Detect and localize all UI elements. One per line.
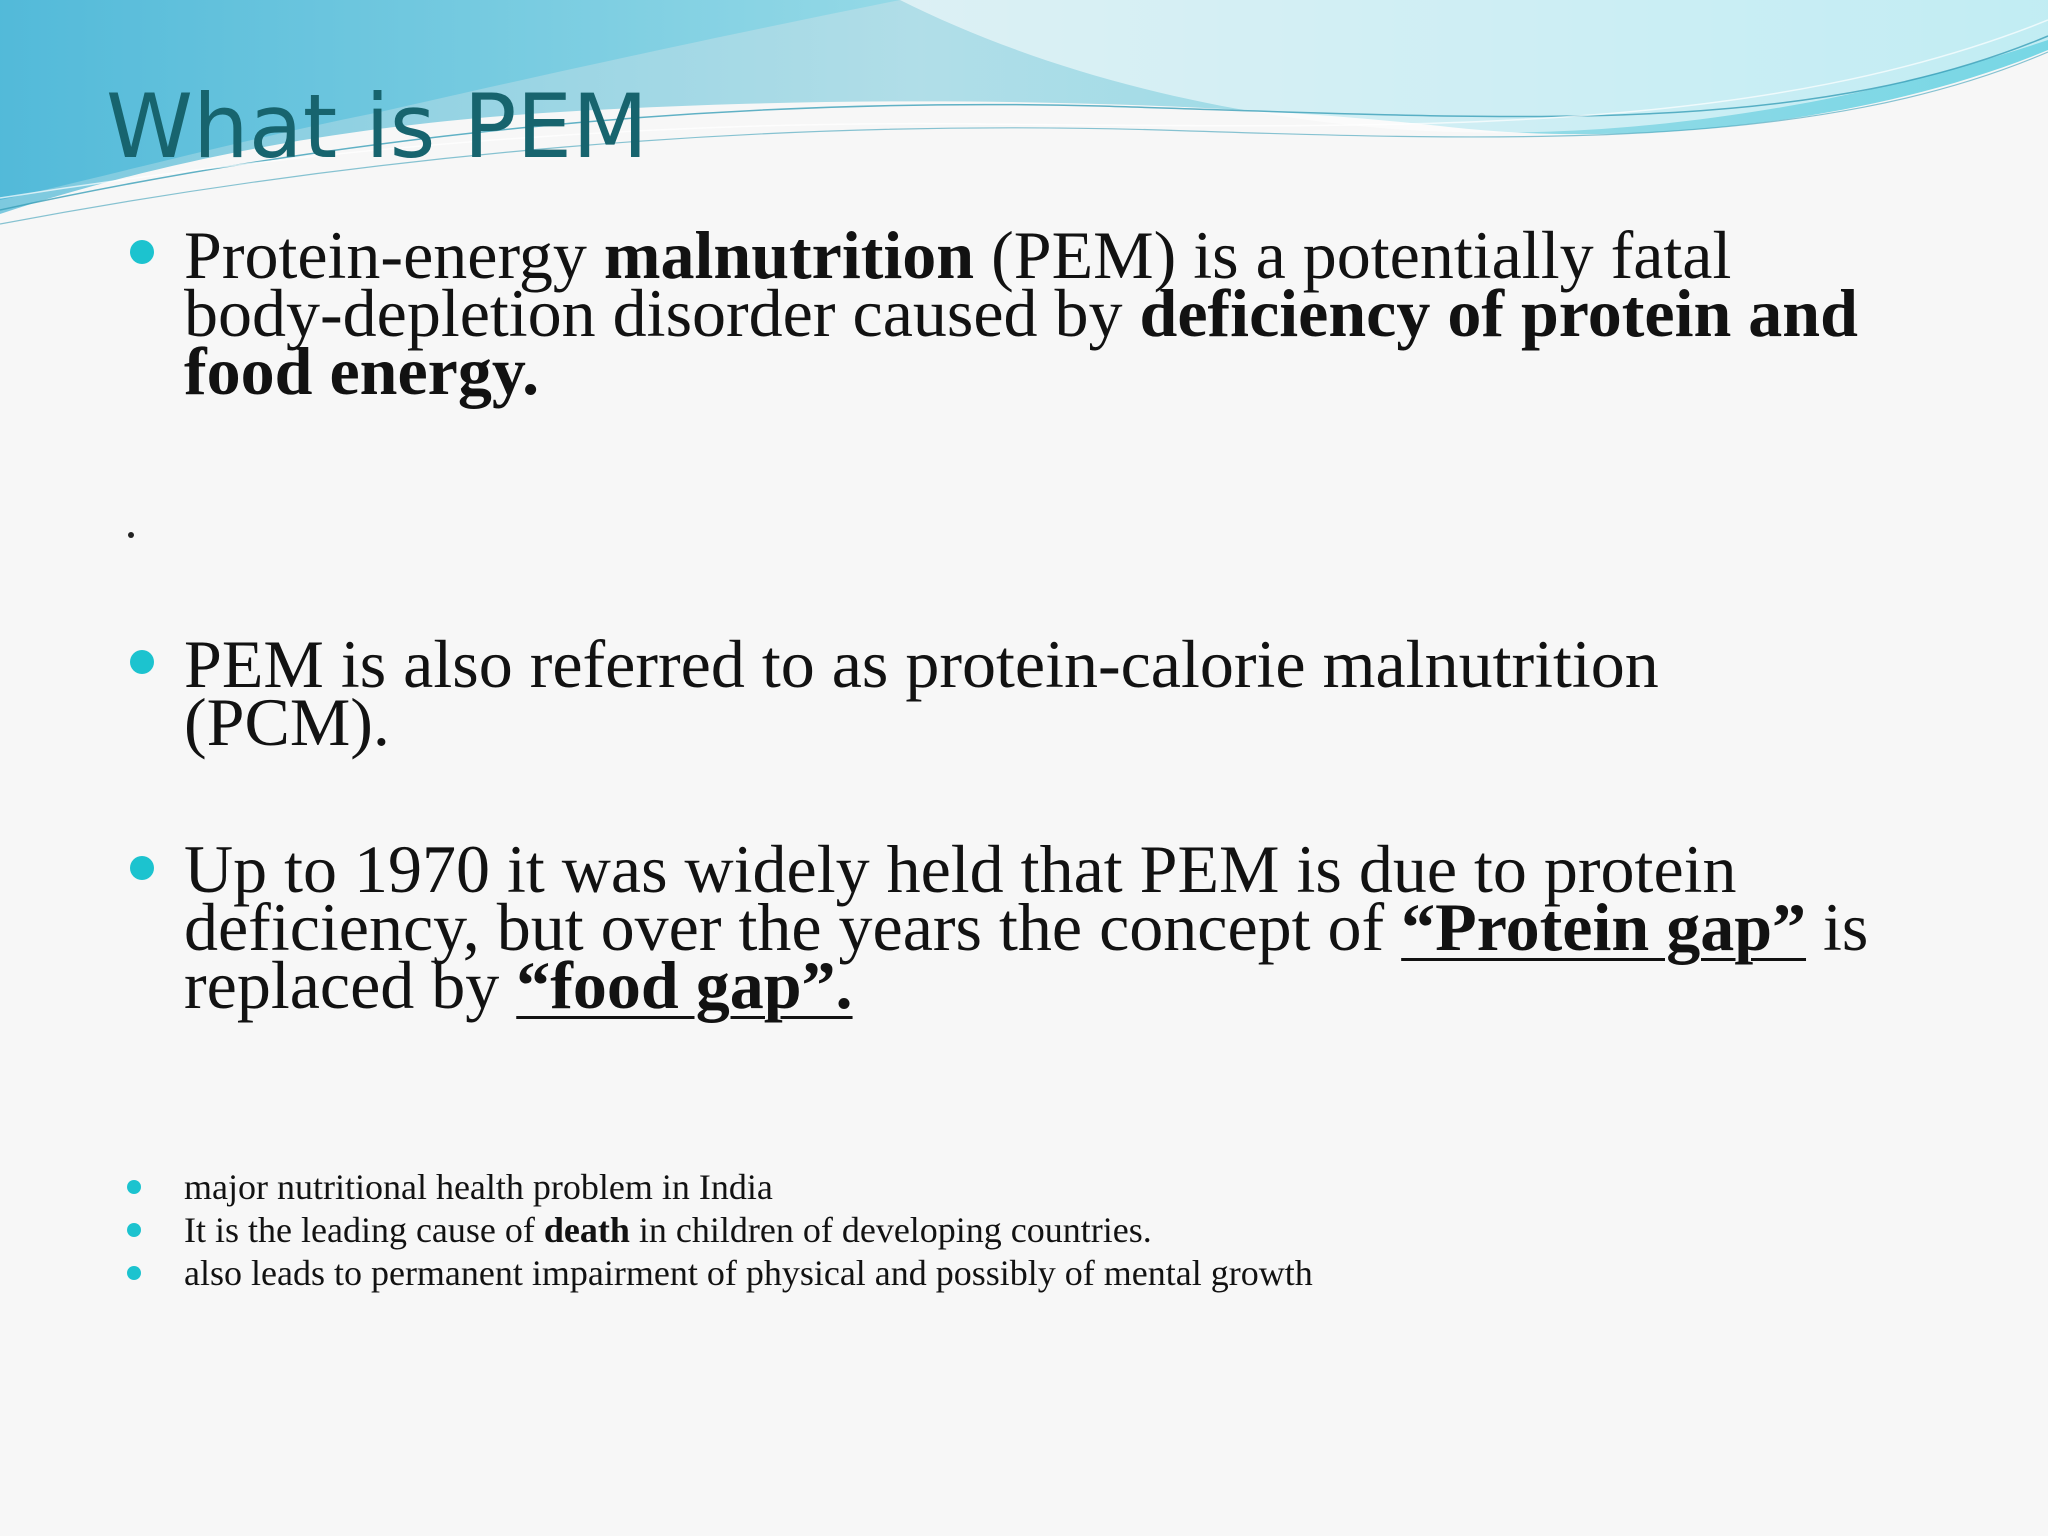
paragraph-pem-definition: [184, 217, 1904, 409]
text-segment: is replaced by: [184, 889, 1869, 1023]
bullet-icon: [127, 1266, 141, 1280]
bullet-icon: [127, 1223, 141, 1237]
separator-dot: [128, 532, 134, 538]
text-segment: Protein-energy: [184, 217, 604, 293]
bullet-icon: [130, 650, 154, 674]
list-item: major nutritional health problem in India: [184, 1167, 773, 1207]
text-segment: It is the leading cause of: [184, 1210, 544, 1250]
text-segment: (PEM) is a potentially fatal body-depletion disorder caused by: [184, 217, 1732, 351]
bullet-icon: [127, 1180, 141, 1194]
list-item: also leads to permanent impairment of physical and possibly of mental growth: [184, 1253, 1313, 1293]
paragraph-protein-gap: [184, 831, 1924, 1023]
list-item: [184, 1209, 1152, 1252]
bullet-icon: [130, 856, 154, 880]
text-segment: Up to 1970 it was widely held that PEM is due to protein deficiency, but over the years the concept of: [184, 831, 1737, 965]
page-title: What is PEM: [106, 75, 649, 178]
bold-term-death: death: [543, 1210, 630, 1250]
bold-term-deficiency: deficiency of protein and food energy.: [184, 275, 1858, 409]
bold-term-malnutrition: malnutrition: [603, 217, 975, 293]
paragraph-pcm: PEM is also referred to as protein-calorie malnutrition (PCM).: [184, 626, 1659, 760]
underlined-term-protein-gap: “Protein gap”: [1401, 889, 1807, 965]
bullet-icon: [130, 240, 154, 264]
text-segment: in children of developing countries.: [629, 1210, 1152, 1250]
underlined-term-food-gap: “food gap”.: [516, 947, 853, 1023]
